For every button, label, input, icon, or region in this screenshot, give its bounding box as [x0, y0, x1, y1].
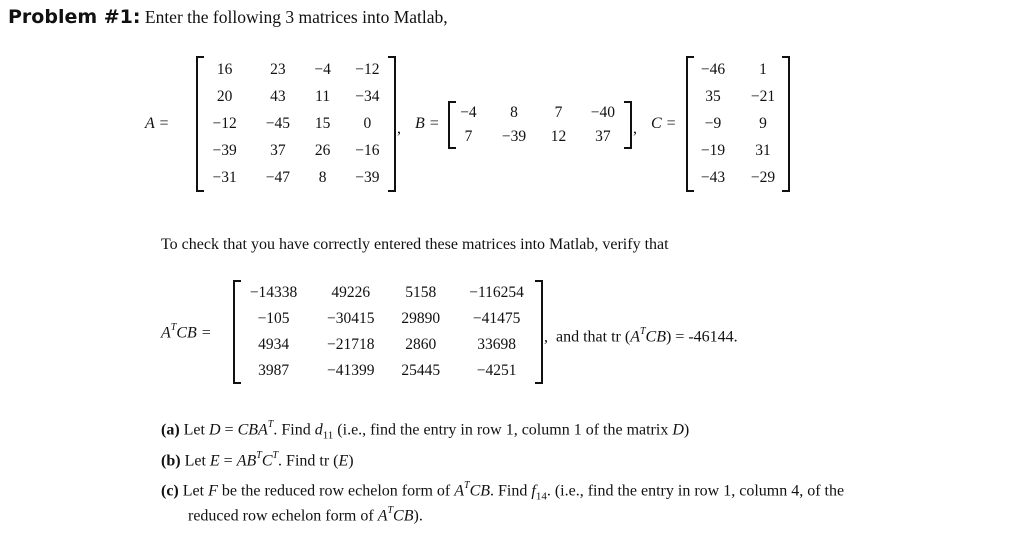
matrix-b-table [450, 101, 630, 149]
matrix-row [688, 83, 788, 110]
matrix-row [235, 358, 541, 384]
matrix-cell: 12 [550, 128, 567, 145]
matrix-row [198, 83, 394, 110]
matrix-cell: −16 [355, 142, 380, 160]
matrix-cell: 0 [363, 114, 372, 132]
matrix-cell: 20 [216, 87, 233, 105]
matrix-cell: −29 [750, 169, 776, 187]
trace-statement: , and that tr $(A^TCB) = -46144$. [544, 326, 738, 346]
matrix-cell: 7 [554, 104, 563, 121]
question-c-line2: reduced row echelon form of $A^TCB$). [188, 505, 423, 525]
comma: , [397, 120, 401, 137]
matrix-cell: 8 [510, 104, 518, 121]
matrix-cell: 9 [759, 114, 767, 132]
matrix-cell: −39 [501, 128, 527, 145]
question-a: (a) Let $D = CBA^T$. Find $d_{11}$ (i.e., find the entry in row 1, column 1 of the matrix D) [161, 419, 690, 442]
matrix-cell: −14338 [249, 284, 298, 301]
matrix-cell: 43 [270, 87, 286, 105]
matrix-a-label: A = [145, 115, 170, 132]
matrix-row [688, 56, 788, 83]
matrix-cell: −116254 [469, 284, 524, 301]
question-c: (c) Let F be the reduced row echelon form of $A^TCB$. Find $f_{14}$. (i.e., find the entry in row 1, column 4, of the [161, 480, 845, 503]
problem-heading: Problem #1: [8, 6, 141, 28]
matrix-cell: 25445 [401, 362, 441, 379]
matrix-cell: 33698 [477, 336, 516, 353]
matrix-cell: 11 [315, 87, 331, 105]
matrix-cell: −41399 [326, 362, 375, 379]
matrix-cell: −47 [265, 169, 290, 187]
matrix-row [235, 306, 541, 332]
matrix-cell: −4 [460, 104, 477, 121]
matrix-row [688, 165, 788, 192]
matrix-cell: −4 [314, 60, 331, 78]
matrix-row [235, 280, 541, 306]
problem-title [8, 6, 448, 28]
matrix-cell: −41475 [472, 310, 521, 327]
matrix-row [450, 125, 630, 149]
matrix-atcb [233, 280, 543, 384]
matrix-cell: 15 [314, 114, 331, 132]
matrix-c-table [688, 56, 788, 192]
matrix-cell: −30415 [326, 310, 375, 327]
matrix-cell: −39 [355, 169, 380, 187]
matrix-row [198, 138, 394, 165]
matrix-cell: −9 [704, 114, 722, 132]
matrix-cell: −34 [355, 87, 380, 105]
matrix-cell: −45 [265, 114, 290, 132]
matrix-a [196, 56, 396, 192]
matrix-cell: −40 [590, 104, 615, 121]
matrix-cell: 26 [314, 142, 331, 160]
matrix-cell: 49226 [331, 284, 371, 301]
matrix-cell: 37 [270, 142, 286, 160]
matrix-cell: 37 [595, 128, 611, 145]
comma: , [633, 120, 637, 137]
matrix-cell: 4934 [258, 336, 290, 353]
matrix-cell: 1 [759, 60, 767, 78]
matrix-b-label: B = [415, 115, 440, 132]
matrix-cell: −21 [750, 87, 776, 105]
matrix-cell: 23 [270, 60, 286, 78]
check-text: To check that you have correctly entered these matrices into Matlab, verify that [161, 236, 669, 253]
matrix-cell: −21718 [326, 336, 375, 353]
matrix-atcb-table [235, 280, 541, 384]
matrix-cell: −31 [212, 169, 237, 187]
matrix-cell: 16 [216, 60, 233, 78]
problem-intro: Enter the following 3 matrices into Matlab, [144, 7, 448, 27]
matrix-cell: −43 [700, 169, 726, 187]
matrix-cell: 7 [464, 128, 473, 145]
matrix-row [198, 165, 394, 192]
matrix-cell: −12 [212, 114, 237, 132]
matrix-c [686, 56, 790, 192]
matrix-cell: 35 [705, 87, 721, 105]
matrix-cell: −12 [355, 60, 380, 78]
matrix-row [688, 110, 788, 137]
matrix-row [235, 332, 541, 358]
matrix-cell: 2860 [405, 336, 437, 353]
question-b: (b) Let $E = AB^TC^T$. Find tr (E) [161, 450, 354, 470]
matrix-a-table [198, 56, 394, 192]
matrix-cell: 8 [318, 169, 327, 187]
atcb-label: $A^TCB$ = [161, 322, 212, 342]
matrix-cell: 29890 [401, 310, 441, 327]
matrix-row [198, 110, 394, 137]
matrix-cell: −105 [257, 310, 290, 327]
matrix-cell: 3987 [258, 362, 290, 379]
matrix-cell: −39 [212, 142, 237, 160]
matrix-c-label: C = [651, 115, 677, 132]
matrix-cell: −19 [700, 142, 726, 160]
matrix-row [450, 101, 630, 125]
matrix-cell: 31 [755, 142, 771, 160]
matrix-cell: −46 [700, 60, 726, 78]
matrix-row [198, 56, 394, 83]
matrix-cell: −4251 [476, 362, 517, 379]
matrix-row [688, 138, 788, 165]
matrix-b [448, 101, 632, 149]
matrix-cell: 5158 [405, 284, 437, 301]
